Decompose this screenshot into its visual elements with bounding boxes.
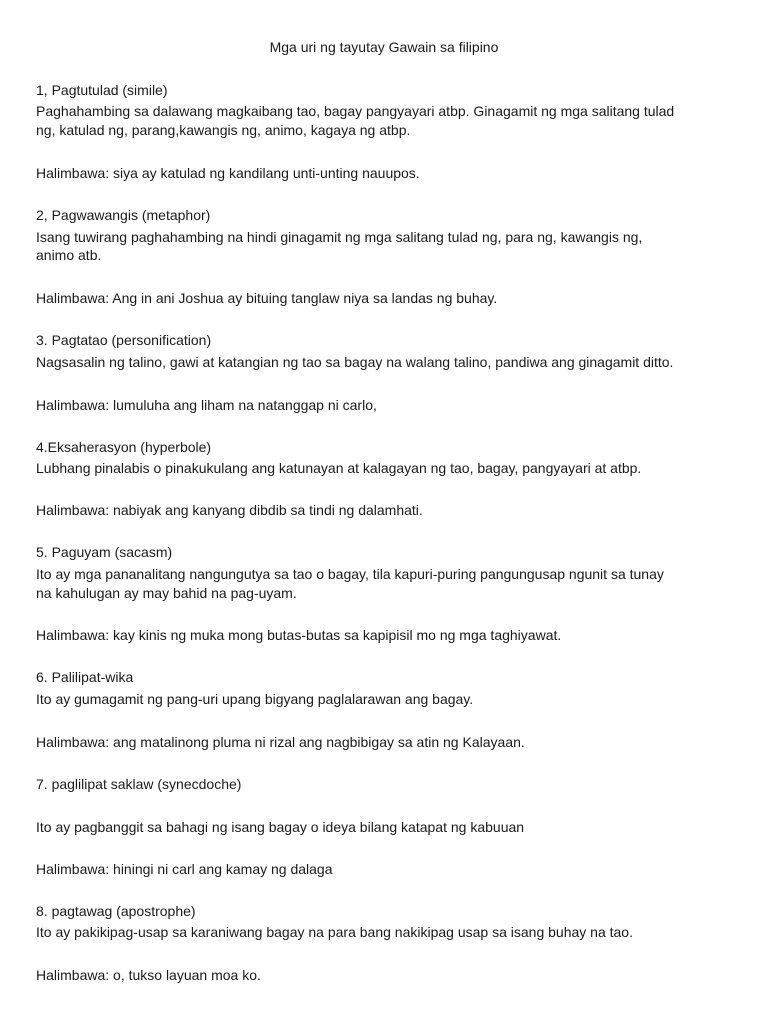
- example-sarcasm: Halimbawa: kay kinis ng muka mong butas-butas sa kapipisil mo ng mga taghiyawat.: [36, 627, 562, 643]
- example-hyperbole: Halimbawa: nabiyak ang kanyang dibdib sa tindi ng dalamhati.: [36, 502, 423, 518]
- definition-sarcasm-line-1: Ito ay mga pananalitang nangungutya sa tao o bagay, tila kapuri-puring pangungusap ngunit sa tunay: [36, 566, 664, 582]
- section-heading-palilipat-wika: 6. Palilipat-wika: [36, 669, 134, 685]
- definition-simile-line-1: Paghahambing sa dalawang magkaibang tao, bagay pangyayari atbp. Ginagamit ng mga salitang tulad: [36, 103, 675, 119]
- definition-sarcasm-line-2: na kahulugan ay may bahid na pag-uyam.: [36, 585, 297, 601]
- example-palilipat-wika: Halimbawa: ang matalinong pluma ni rizal ang nagbibigay sa atin ng Kalayaan.: [36, 734, 525, 750]
- section-heading-metaphor: 2, Pagwawangis (metaphor): [36, 207, 211, 223]
- section-heading-synecdoche: 7. paglilipat saklaw (synecdoche): [36, 776, 242, 792]
- definition-palilipat-wika: Ito ay gumagamit ng pang-uri upang bigyang paglalarawan ang bagay.: [36, 691, 474, 707]
- definition-metaphor-line-1: Isang tuwirang paghahambing na hindi ginagamit ng mga salitang tulad ng, para ng, kawangis ng,: [36, 229, 643, 245]
- section-heading-personification: 3. Pagtatao (personification): [36, 332, 212, 348]
- example-metaphor: Halimbawa: Ang in ani Joshua ay bituing tanglaw niya sa landas ng buhay.: [36, 290, 498, 306]
- document-title: Mga uri ng tayutay Gawain sa filipino: [269, 39, 499, 55]
- section-heading-sarcasm: 5. Paguyam (sacasm): [36, 544, 173, 560]
- section-heading-simile: 1, Pagtutulad (simile): [36, 82, 168, 98]
- section-heading-hyperbole: 4.Eksaherasyon (hyperbole): [36, 439, 212, 455]
- example-synecdoche: Halimbawa: hiningi ni carl ang kamay ng dalaga: [36, 861, 333, 877]
- definition-metaphor-line-2: animo atb.: [36, 247, 102, 263]
- definition-hyperbole: Lubhang pinalabis o pinakukulang ang katunayan at kalagayan ng tao, bagay, pangyayari at atbp.: [36, 460, 642, 476]
- definition-simile-line-2: ng, katulad ng, parang,kawangis ng, animo, kagaya ng atbp.: [36, 122, 411, 138]
- example-simile: Halimbawa: siya ay katulad ng kandilang unti-unting nauupos.: [36, 165, 420, 181]
- definition-synecdoche: Ito ay pagbanggit sa bahagi ng isang bagay o ideya bilang katapat ng kabuuan: [36, 819, 525, 835]
- section-heading-apostrophe: 8. pagtawag (apostrophe): [36, 903, 196, 919]
- example-personification: Halimbawa: lumuluha ang liham na natanggap ni carlo,: [36, 397, 377, 413]
- example-apostrophe: Halimbawa: o, tukso layuan moa ko.: [36, 967, 261, 983]
- definition-apostrophe: Ito ay pakikipag-usap sa karaniwang bagay na para bang nakikipag usap sa isang buhay na tao.: [36, 924, 633, 940]
- definition-personification: Nagsasalin ng talino, gawi at katangian ng tao sa bagay na walang talino, pandiwa ang ginagamit ditto.: [36, 354, 674, 370]
